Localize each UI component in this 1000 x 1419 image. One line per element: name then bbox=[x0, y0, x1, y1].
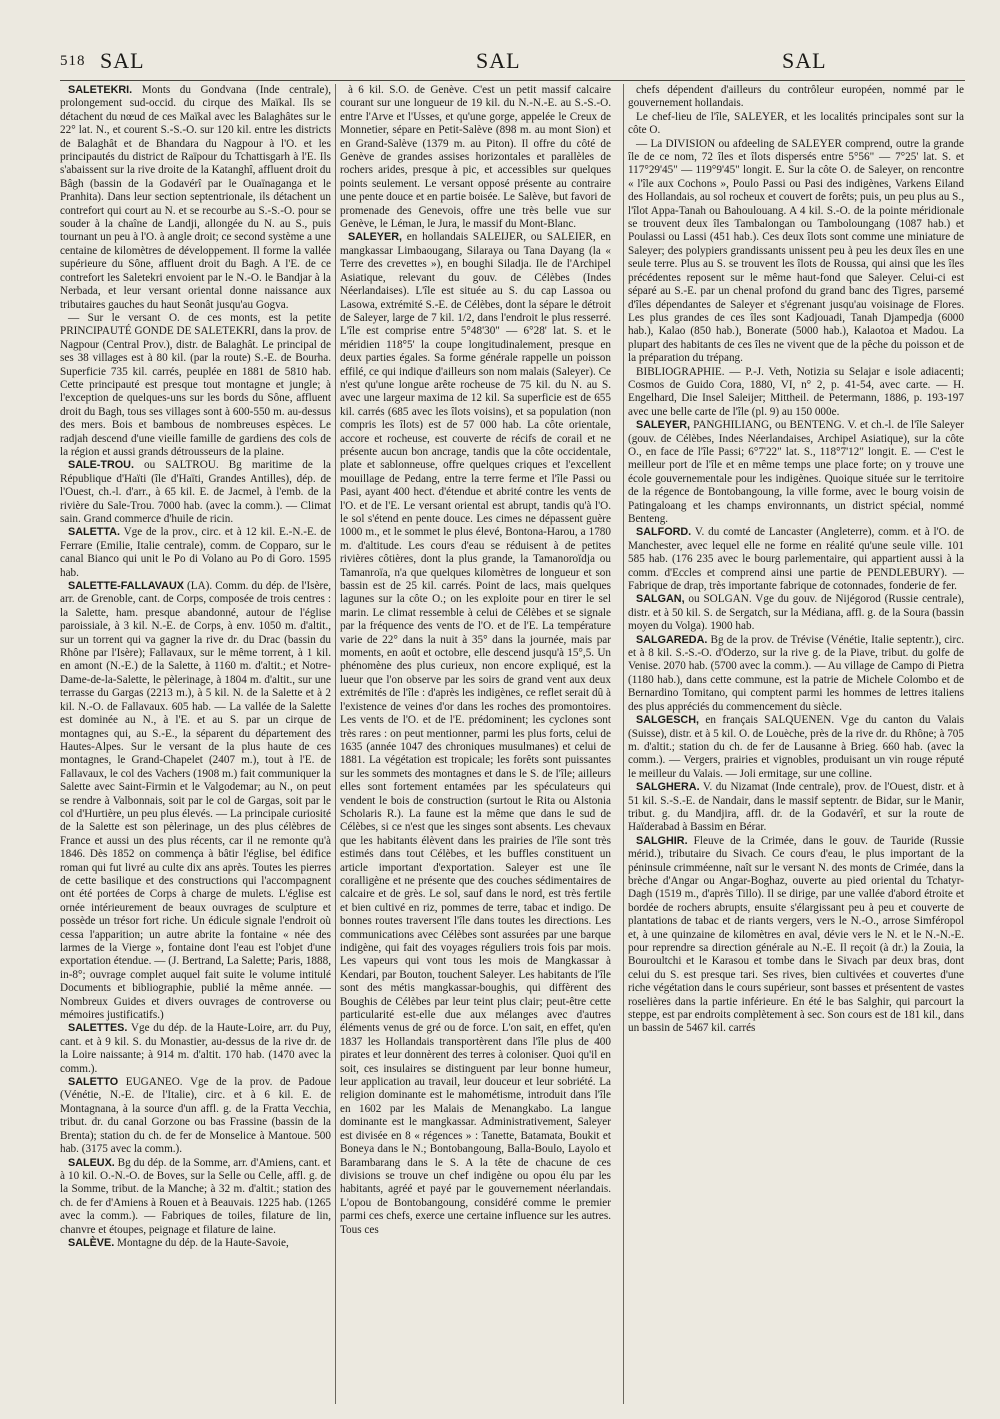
entry-headword: SALGHERA. bbox=[636, 781, 700, 794]
dictionary-entry bbox=[60, 84, 331, 312]
entry-text: en français SALQUENEN. Vge du canton du Valais (Suisse), distr. et à 5 kil. O. de Louèche, près de la rive dr. du Rhône; à 705 m. d'altit.; station du ch. de fer de Lausanne à Brieg. 660 hab. (avec la comm.). — Vergers, prairies et vignobles, produisant un vin rouge réputé le meilleur du Valais. — Joli ermitage, sur une colline. bbox=[628, 714, 964, 780]
entry-text: chefs dépendent d'ailleurs du contrôleur européen, nommé par le gouvernement hollandais. bbox=[628, 84, 964, 110]
entry-text: Bg du dép. de la Somme, arr. d'Amiens, cant. et à 10 kil. O.-N.-O. de Boves, sur la Selle ou Celle, affl. g. de la Somme, tribut. de la Manche; à 32 m. d'altit.; station des ch. de fer d'Amiens à Rouen et à Beauvais. 1225 hab. (1265 avec la comm.). — Fabriques de toiles, filature de lin, chanvre et étoupes, peignage et filature de laine. bbox=[60, 1156, 331, 1236]
entry-text: ou SOLGAN. Vge du gouv. de Nijégorod (Russie centrale), distr. et à 50 kil. S. de Sergatch, sur la Médiana, affl. g. de la Soura (bassin moyen du Volga). 1900 hab. bbox=[628, 593, 964, 633]
entry-text: Bg de la prov. de Trévise (Vénétie, Italie septentr.), circ. et à 8 kil. S.-S.-O. d'Oderzo, sur la rive g. de la Piave, tribut. du golfe de Venise. 2070 hab. (5700 avec la comm.). — Au village de Campo di Pietra (1180 hab.), dans cette commune, est la patrie de Michele Colombo et de Bernardino Tomitano, qui comptent parmi les hommes de lettres italiens des plus appréciés du commencement du siècle. bbox=[628, 633, 964, 713]
dictionary-entry bbox=[628, 366, 964, 420]
dictionary-entry bbox=[60, 526, 331, 580]
running-header bbox=[0, 48, 1000, 78]
entry-headword: SALEYER, bbox=[348, 231, 402, 244]
dictionary-entry bbox=[628, 593, 964, 633]
dictionary-entry bbox=[628, 419, 964, 526]
column-divider bbox=[623, 84, 624, 1404]
dictionary-entry bbox=[60, 1022, 331, 1076]
entry-text: (LA). Comm. du dép. de l'Isère, arr. de Grenoble, cant. de Corps, composée de trois centres : la Salette, ham. presque abandonné, autour de l'église paroissiale, à 3 kil. N.-E. de Corps, à env. 1050 m. d'altit., sur un torrent qui va gagner la rive dr. du Drac (bassin du Rhône par l'Isère); Fallavaux, sur le même torrent, à 1 kil. en amont (N.-E.) de la Salette, à 1160 m. d'altit.; et Notre-Dame-de-la-Salette, le pèlerinage, à 1804 m. d'altit., sur une terrasse du Gargas (2213 m.), à 5 kil. N. de la Salette et à 2 kil. N.-O. de Fallavaux. 605 hab. — La vallée de la Salette est dominée au N., à l'E. et au S. par un cirque de montagnes qui, au S.-E., la séparent du département des Hautes-Alpes. Sur le versant de la plus haute de ces montagnes, le Grand-Chapelet (2407 m.), tout à l'E. de Fallavaux, le col des Vachers (1908 m.) fait communiquer la Salette avec Saint-Firmin et le Valgodemar; au N., on peut se rendre à Valbonnais, soit par le col de Gargas, soit par le col d'Hurtière, un peu plus élevés. — La principale curiosité de la Salette est son pèlerinage, un des plus célèbres de France et aussi un des plus récents, car il ne remonte qu'à 1846. Dès 1852 on commença à bâtir l'église, bel édifice roman qui fut livré au culte dix ans après. Toutes les pierres de cette basilique et des constructions qui l'accompagnent ont été portées de Corps à charge de mulets. L'église est ornée intérieurement de beaux ouvrages de sculpture et possède un trésor fort riche. Un édicule signale l'endroit où cessa l'apparition; un autre abrite la fontaine « née des larmes de la Vierge », fontaine dont l'eau est l'objet d'une exportation étendue. — (J. Bertrand, La Salette; Paris, 1888, in-8°; ouvrage complet auquel fait suite le volume intitulé Documents et bibliographie, publié la même année. — Nombreux Guides et divers ouvrages de controverse ou mémoires justificatifs.) bbox=[60, 580, 331, 1022]
entry-text: Le chef-lieu de l'île, SALEYER, et les localités principales sont sur la côte O. bbox=[628, 110, 964, 137]
entry-headword: SALE-TROU. bbox=[68, 459, 134, 472]
entry-text: V. du Nizamat (Inde centrale), prov. de l'Ouest, distr. et à 51 kil. S.-S.-E. de Nandair, dans le massif septentr. de Bidar, sur le Manir, tribut. g. du Mandjira, affl. dr. de la Godavérî, et sur la route de Haïderabad à Bassim en Bérar. bbox=[628, 781, 964, 834]
entry-text: Monts du Gondvana (Inde centrale), prolongement sud-occid. du cirque des Maïkal. Ils se détachent du nœud de ces Maïkal avec les Balaghâtes sur le 22° lat. N., et courent S.-S.-O. sur 120 kil. entre les districts de Balaghât et de Bhandara du Nagpour à l'O. et les principautés du district de Raïpour du Tchattisgarh à l'E. Ils s'abaissent sur la rive droite de la Katanghî, affluent droit du Bâgh (bassin de la Godavérî par le Ouaïnaganga et le Pranhita). Dans leur section septentrionale, ils détachent un contrefort qui court au N. et se recourbe au S.-S.-O. pour se souder à la chaîne de Landji, allongée du N. au S., puis tournant un peu à l'O. à angle droit; ce second système a une centaine de kilomètres de développement. Il forme la vallée supérieure du Sône, affluent droit du Bagh. A l'E. de ce contrefort les Saletekri envoient par le N.-O. le Bandjar à la Nerbada, et leur versant oriental donne naissance aux tributaires gauches du haut Seonât jusqu'au Gogva. bbox=[60, 84, 331, 311]
entry-text: en hollandais SALEIJER, ou SALEIER, en mangkassar Limbaougang, Silaraya ou Tana Dayang (la « Terre des crevettes »), en boughi Siladja. Ile de l'Archipel Asiatique, relevant du gouv. de Célèbes (Indes Néerlandaises). L'île est située au S. du cap Lassoa ou Lasowa, extrémité S.-E. de Célèbes, dont la sépare le détroit de Saleyer, large de 7 kil. 1/2, dans l'endroit le plus resserré. L'île est comprise entre 5°48'30" — 6°28' lat. S. et le méridien 118°5' la coupe longitudinalement, presque en deux parties égales. Sa forme générale rappelle un poisson effilé, ce qui indique d'ailleurs son nom malais (Saleyer). Ce n'est qu'une longue arête rocheuse de 75 kil. du N. au S. avec une largeur maxima de 12 kil. Sa superficie est de 655 kil. carrés (685 avec les îlots voisins), et sa population (non compris les îlots) est de 57 000 hab. La côte orientale, accore et rocheuse, est couverte de récifs de corail et ne présente aucun bon ancrage, tandis que la côte occidentale, plate et sablonneuse, offre quelques criques et l'excellent mouillage de Pedang, entre la terre ferme et l'île Passi ou Pasi, ayant 400 hect. d'étendue et abrité contre les vents de l'O. et de l'E. Le versant oriental est abrupt, tandis qu'à l'O. le sol s'étend en pente douce. Les cimes ne dépassent guère 1000 m., et le sommet le plus élevé, Bontona-Harou, a 1780 m. d'altitude. Les cours d'eau se réduisent à de petites rivières côtières, dont la plus grande, la Tamanoroïdja ou Tamanroïa, n'a que quelques kilomètres de longueur et son bassin est de 25 kil. carrés. Point de lacs, mais quelques lagunes sur la côte O.; on les exploite pour en tirer le sel marin. Le climat ressemble à celui de Célèbes et se signale par la fréquence des vents de l'O. et de l'E. La température varie de 22° dans la nuit à 35° dans la journée, mais par moments, en août et octobre, elle descend jusqu'à 15°,5. Un phénomène des plus curieux, non encore expliqué, est la lueur que l'on observe par les soirs de grand vent aux deux extrémités de l'île : d'après les indigènes, ce reflet serait dû à l'existence de veines d'or dans les roches des promontoires. Les vents de l'O. et de l'E. prédominent; les cyclones sont très rares : on peut mentionner, parmi les plus forts, celui de 1635 (année 1047 des chroniques musulmanes) et celui de 1881. La végétation est tropicale; les forêts sont puissantes sur les sommets des montagnes et dans le S. de l'île; ailleurs elles sont fortement entamées par les spéculateurs qui vendent le bois de construction (surtout le Rita ou Alstonia Scholaris R.). La faune est la même que dans le sud de Célèbes, si ce n'est que les singes sont absents. Les chevaux que les habitants élèvent dans les prairies de l'île sont très estimés dans tout Célèbes, et les buffles constituent un article important d'exportation. Saleyer est une île coralligène et ne présente que des couches sédimentaires de calcaire et de grès. Le sol, sauf dans le nord, est très fertile et bien cultivé en riz, pommes de terre, tabac et indigo. De bonnes routes traversent l'île dans toutes les directions. Les communications avec Célèbes sont assurées par une barque indigène, qui fait des voyages réguliers trois fois par mois. Les vapeurs qui vont tous les mois de Mangkassar à Kendari, par Bouton, touchent Saleyer. Les habitants de l'île sont des métis mangkassar-boughis, qui diffèrent des Boughis de Célèbes par leur teint plus clair; peut-être cette particularité est-elle due aux mélanges avec d'autres éléments venus de gré ou de force. L'on sait, en effet, qu'en 1837 les Hollandais transportèrent dans l'île plus de 400 pirates et leur donnèrent des terres à coloniser. Quoi qu'il en soit, ces insulaires se distinguent par leur bonne humeur, leur application au travail, leur douceur et leur sobriété. La religion dominante est le mahométisme, introduit dans l'île en 1602 par les Malais de Menangkabo. La langue dominante est le mangkassar. Administrativement, Saleyer est divisée en 8 « régences » : Tanette, Batamata, Boukit et Boneya dans le N.; Bontobangoung, Balla-Boulo, Layolo et Barambarang dans le S. A la tête de chacune de ces divisions se trouve un chef indigène ou opou élu par les habitants, agréé et payé par le gouvernement néerlandais. L'opou de Bontobangoung, considéré comme le premier parmi ces chefs, exerce une certaine influence sur les autres. Tous ces bbox=[340, 231, 611, 1236]
text-column-right bbox=[628, 84, 964, 1404]
dictionary-entry bbox=[60, 1237, 331, 1250]
header-center-word: SAL bbox=[476, 48, 521, 73]
entry-headword: SALGHIR. bbox=[636, 834, 688, 847]
page-number: 518 bbox=[60, 53, 86, 69]
dictionary-entry bbox=[628, 138, 964, 366]
entry-headword: SALGAN, bbox=[636, 593, 685, 606]
entry-text: BIBLIOGRAPHIE. — P.-J. Veth, Notizia su Selajar e isole adiacenti; Cosmos de Guido Cora, 1880, VI, n° 2, p. 41-54, avec carte. — H. Engelhard, Die Insel Saleijer; Mittheil. de Petermann, 1886, p. 193-197 avec une belle carte de l'île (pl. 9) au 150 000e. bbox=[628, 365, 964, 418]
entry-text: Vge du dép. de la Haute-Loire, arr. du Puy, cant. et à 9 kil. S. du Monastier, au-dessus de la rive dr. de la Loire naissante; à 914 m. d'altit. 170 hab. (1470 avec la comm.). bbox=[60, 1022, 331, 1075]
dictionary-entry bbox=[628, 714, 964, 781]
text-column-center bbox=[340, 84, 611, 1404]
dictionary-entry bbox=[628, 526, 964, 593]
entry-text: V. du comté de Lancaster (Angleterre), comm. et à l'O. de Manchester, avec lequel elle ne forme en réalité qu'une seule ville. 101 585 hab. (176 235 avec le bourg parlementaire, qui appartient aussi à la comm. d'Eccles et comprend ainsi une partie de PENDLEBURY). — Fabrique de drap, très importante fabrique de cotonnades, fonderie de fer. bbox=[628, 526, 964, 593]
dictionary-entry bbox=[628, 634, 964, 714]
dictionary-entry bbox=[628, 111, 964, 138]
entry-headword: SALETEKRI. bbox=[68, 84, 133, 96]
dictionary-entry bbox=[60, 1157, 331, 1237]
entry-text: Vge de la prov., circ. et à 12 kil. E.-N.-E. de Ferrare (Emilie, Italie centrale), comm. de Copparo, sur le canal Bianco qui unit le Po di Volano au Po di Goro. 1595 hab. bbox=[60, 526, 331, 579]
entry-text: ou SALTROU. Bg maritime de la République d'Haïti (île d'Haïti, Grandes Antilles), dép. de l'Ouest, ch.-l. d'arr., à 65 kil. E. de Jacmel, à l'emb. de la rivière du Sale-Trou. 7000 hab. (avec la comm.). — Climat sain. Grand commerce d'huile de ricin. bbox=[60, 459, 331, 525]
dictionary-entry bbox=[628, 84, 964, 111]
dictionary-entry bbox=[340, 84, 611, 231]
entry-text: — Sur le versant O. de ces monts, est la petite PRINCIPAUTÉ GONDE DE SALETEKRI, dans la prov. de Nagpour (Central Prov.), distr. de Balaghât. Le principal de ses 38 villages est à 80 kil. (par la route) S.-E. de Bourha. Superficie 735 kil. carrés, peuplée en 1881 de 5810 hab. Cette principauté est presque tout montagne et jungle; à l'exception de quelques-uns sur les bords du Sône, affluent droit du Bagh, tous ses villages sont à 600-550 m. au-dessus des mers. Bois et bambous de nombreuses espèces. Le radjah descend d'une vieille famille de gardiens des cols de la région et aussi grands détrousseurs de la plaine. bbox=[60, 311, 331, 458]
entry-text: EUGANEO. Vge de la prov. de Padoue (Vénétie, N.-E. de l'Italie), circ. et à 6 kil. E. de Montagnana, à la source d'un affl. g. de la Fratta Vecchia, tribut. dr. du canal Gorzone ou bas Frassine (bassin de la Brenta); station du ch. de fer de Monselice à Mantoue. 500 hab. (3175 avec la comm.). bbox=[60, 1076, 331, 1156]
entry-headword: SALGESCH, bbox=[636, 714, 699, 727]
entry-headword: SALEYER, bbox=[636, 419, 690, 432]
header-left-word: SAL bbox=[100, 48, 145, 73]
entry-text: Montagne du dép. de la Haute-Savoie, bbox=[114, 1236, 289, 1249]
header-rule bbox=[60, 80, 965, 81]
entry-headword: SALGAREDA. bbox=[636, 633, 708, 646]
dictionary-entry bbox=[628, 781, 964, 835]
entry-text: — La DIVISION ou afdeeling de SALEYER comprend, outre la grande île de ce nom, 72 îles et îlots dispersés entre 5°56" — 7°25' lat. S. et 117°29'45" — 119°9'45" longit. E. Sur la côte O. de Saleyer, on rencontre « l'île aux Cochons », Poulo Passi ou Pasi des indigènes, Varkens Eiland des Hollandais, au sol rocheux et couvert de forêts; puis, un peu plus au S., l'îlot Appa-Tanah ou Bahoulouang. A 4 kil. S.-O. de la pointe méridionale se trouvent deux îles Tambalongan ou Tamboloungang (1087 hab.) et Poulassi ou Lassi (451 hab.). Ces deux îlots sont comme une miniature de Saleyer; des polypiers grandissants unissent peu à peu les deux îles en une seule terre. Plus au S. se trouvent les îlots de Roussa, qui ainsi que les îles précédentes reposent sur le même haut-fond que Saleyer. Celui-ci est séparé au S.-E. par un chenal profond du grand banc des Tigres, parsemé d'îles dépendantes de Saleyer et s'égrenant jusqu'au voisinage de Flores. Les plus grandes de ces îles sont Kadjouadi, Tanah Djampedja (6000 hab.), Kalao (850 hab.), Bonerate (5000 hab.), Kalaotoa et Madou. La plupart des habitants de ces îles ne vivent que de la pêche du poisson et de la préparation du trépang. bbox=[628, 137, 964, 365]
dictionary-entry bbox=[60, 1076, 331, 1156]
text-column-left bbox=[60, 84, 331, 1404]
entry-headword: SALETTO bbox=[68, 1076, 119, 1089]
entry-text: à 6 kil. S.O. de Genève. C'est un petit massif calcaire courant sur une longueur de 19 kil. du N.-N.-E. au S.-S.-O. entre l'Arve et l'Usses, et qu'une gorge, appelée le Creux de Monnetier, sépare en Petit-Salève (898 m. au mont Sion) et en Grand-Salève (1379 m. au Piton). Il offre du côté de Genève de grandes assises horizontales et parallèles de rochers arides, presque à pic, et accessibles sur quelques points seulement. Le versant opposé présente au contraire une pente douce et en partie boisée. Le Salève, but favori de promenade des Genevois, offre une très belle vue sur Genève, le Léman, le Jura, le massif du Mont-Blanc. bbox=[340, 84, 611, 231]
dictionary-entry bbox=[60, 312, 331, 459]
entry-headword: SALETTES. bbox=[68, 1022, 128, 1035]
dictionary-entry bbox=[60, 580, 331, 1022]
column-divider bbox=[335, 84, 336, 1404]
entry-headword: SALETTA. bbox=[68, 526, 120, 539]
entry-headword: SALETTE-FALLAVAUX bbox=[68, 580, 184, 593]
entry-headword: SALÈVE. bbox=[68, 1236, 115, 1249]
entry-headword: SALEUX. bbox=[68, 1156, 115, 1169]
dictionary-entry bbox=[60, 459, 331, 526]
entry-text: PANGHILIANG, ou BENTENG. V. et ch.-l. de l'île Saleyer (gouv. de Célèbes, Indes Néerlandaises, Archipel Asiatique), sur la côte O., en face de l'île Passi; 6°7'22" lat. S., 118°7'12" longit. E. — C'est le meilleur port de l'île et en même temps une place forte; on y trouve une école gouvernementale pour les indigènes. Quoique située sur le territoire de la régence de Bontobangoung, la ville forme, avec le bourg voisin de Patingaloang et les champs environnants, un district spécial, nommé Benteng. bbox=[628, 419, 964, 525]
entry-headword: SALFORD. bbox=[636, 526, 692, 539]
dictionary-entry bbox=[340, 231, 611, 1236]
header-right-word: SAL bbox=[782, 48, 827, 73]
dictionary-entry bbox=[628, 835, 964, 1036]
entry-text: Fleuve de la Crimée, dans le gouv. de Tauride (Russie mérid.), tributaire du Sivach. Ce cours d'eau, le plus important de la péninsule crimméenne, naît sur le versant N. des monts de Crimée, dans la brèche d'Angar ou Angar-Boghaz, ouverte au pied oriental du Tchatyr-Dagh (1519 m., d'après Tillo). Il se dirige, par une vallée d'abord étroite et bordée de rochers abrupts, ensuite s'élargissant peu à peu et couverte de plantations de tabac et de riants vergers, vers le N.-O., arrose Simféropol et, à une quinzaine de kilomètres en aval, dévie vers le N. et le N.-N.-E. pour reprendre sa direction générale au N.-E. Il reçoit (à dr.) la Zouia, la Bouroultchi et le Karasou et tombe dans le Sivach par deux bras, dont celui du S. est presque tari. Ses rives, bien cultivées et couvertes d'une riche végétation dans le cours supérieur, sont basses et présentent de vastes roselières dans la partie inférieure. En été le bas Salghir, qui parcourt la steppe, est par endroits complètement à sec. Son cours est de 181 kil., dans un bassin de 5467 kil. carrés bbox=[628, 834, 964, 1035]
